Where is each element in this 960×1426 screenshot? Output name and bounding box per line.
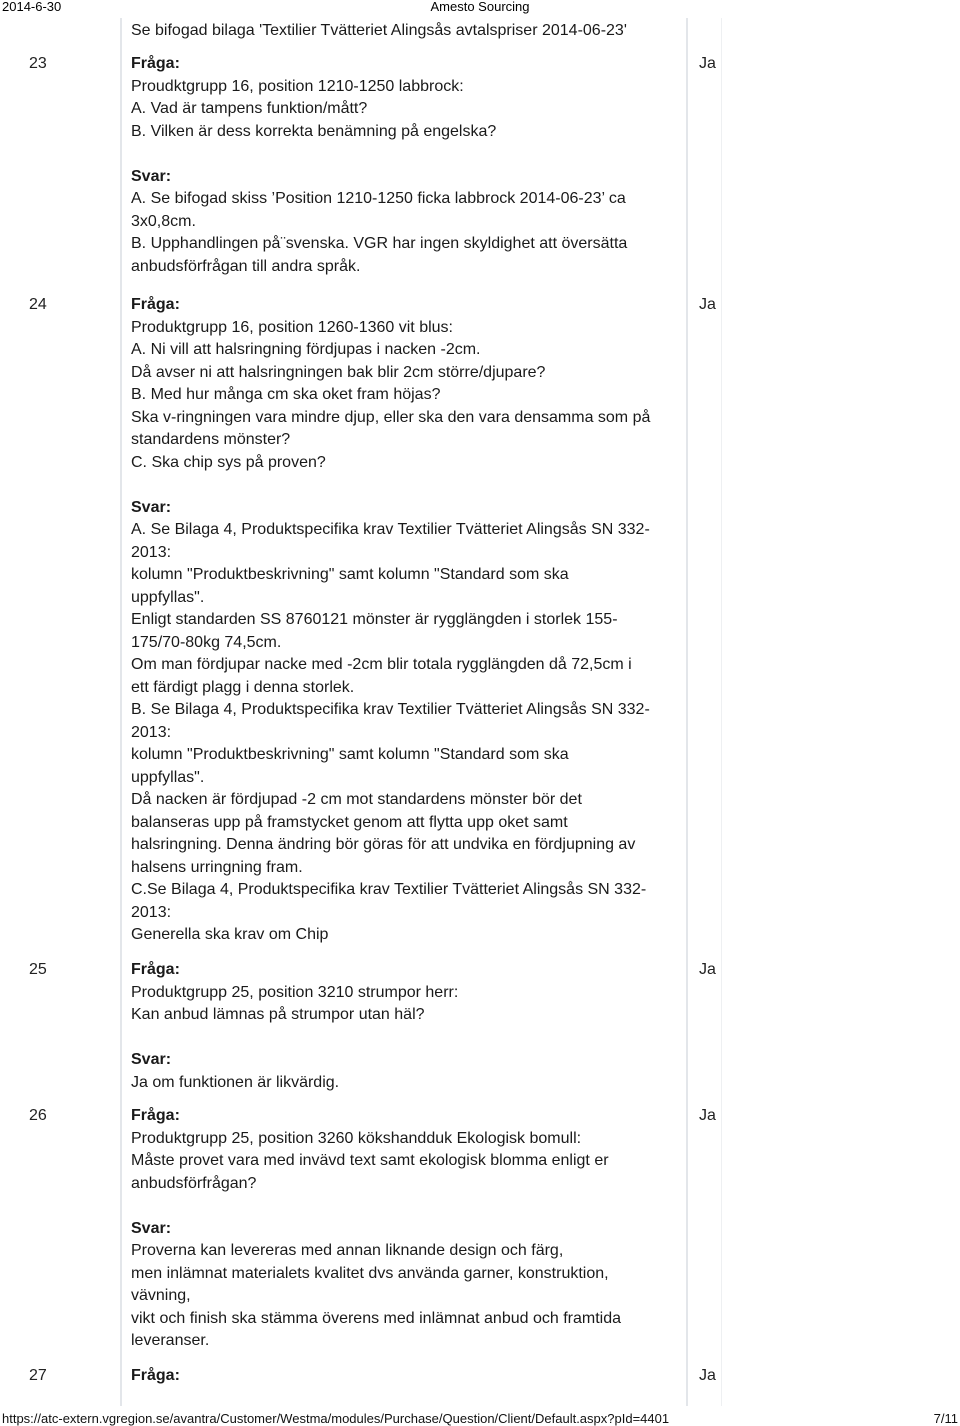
question-label: Fråga: — [131, 1107, 180, 1124]
answer-text: A. Se Bilaga 4, Produktspecifika krav Textilier Tvätteriet Alingsås SN 332- 2013: kolumn "Produktbeskrivning" samt kolumn "Standard som ska uppfyllas". Enligt standarden SS 8760121 mönster är rygglängden i storlek 155- 175/70-80kg 74,5cm. Om man fördjupar nacke med -2cm blir totala rygglängden då 72,5cm i ett färdigt plagg i denna storlek. B. Se Bilaga 4, Produktspecifika krav Textilier Tvätteriet Alingsås SN 332- 2013: kolumn "Produktbeskrivning" samt kolumn "Standard som ska uppfyllas". Då nacken är fördjupad -2 cm mot standardens mönster bör det balanseras upp på framstycket genom att flytta upp oket samt halsringning. Denna ändring bör göras för att undvika en fördjupning av halsens urringning fram. C.Se Bilaga 4, Produktspecifika krav Textilier Tvätteriet Alingsås SN 332- 2013: Generella ska krav om Chip — [131, 521, 650, 943]
question-text: Produktgrupp 16, position 1260-1360 vit blus: A. Ni vill att halsringning fördjupas i nacken -2cm. Då avser ni att halsringningen bak blir 2cm större/djupare? B. Med hur många cm ska oket fram höjas? Ska v-ringningen vara mindre djup, eller ska den vara densamma som på standardens mönster? C. Ska chip sys på proven? — [131, 318, 651, 471]
continued-answer-line — [131, 20, 683, 43]
continued-answer-text: Se bifogad bilaga 'Textilier Tvätteriet Alingsås avtalspriser 2014-06-23' — [131, 22, 627, 39]
question-text: Produktgrupp 25, position 3210 strumpor herr: Kan anbud lämnas på strumpor utan häl? — [131, 983, 459, 1023]
row-content — [131, 294, 683, 947]
status-value: Ja — [699, 55, 716, 72]
column-divider — [686, 18, 688, 1406]
print-title: Amesto Sourcing — [430, 0, 530, 14]
status-value: Ja — [699, 296, 716, 313]
row-number: 23 — [29, 55, 47, 72]
print-footer — [0, 1411, 960, 1426]
question-label: Fråga: — [131, 296, 180, 313]
column-divider — [120, 18, 122, 1406]
status-value: Ja — [699, 1367, 716, 1384]
question-text: Produktgrupp 25, position 3260 kökshandduk Ekologisk bomull: Måste provet vara med invävd text samt ekologisk blomma enligt er anbudsförfrågan? — [131, 1129, 609, 1192]
question-label: Fråga: — [131, 55, 180, 72]
row-number: 24 — [29, 296, 47, 313]
status-value: Ja — [699, 1107, 716, 1124]
print-header — [0, 0, 960, 14]
question-text: Proudktgrupp 16, position 1210-1250 labbrock: A. Vad är tampens funktion/mått? B. Vilken är dess korrekta benämning på engelska? — [131, 77, 497, 140]
answer-label: Svar: — [131, 1051, 172, 1068]
page-url: https://atc-extern.vgregion.se/avantra/Customer/Westma/modules/Purchase/Question/Client/Default.aspx?pId=4401 — [2, 1411, 670, 1426]
print-date: 2014-6-30 — [2, 0, 62, 14]
page-number: 7/11 — [933, 1411, 958, 1426]
question-label: Fråga: — [131, 1367, 180, 1384]
answer-text: A. Se bifogad skiss ’Position 1210-1250 ficka labbrock 2014-06-23’ ca 3x0,8cm. B. Upphandlingen på¨svenska. VGR har ingen skyldighet att översätta anbudsförfrågan till andra språk. — [131, 190, 628, 275]
answer-text: Proverna kan levereras med annan liknande design och färg, men inlämnat materialets kvalitet dvs använda garner, konstruktion, vävning, vikt och finish ska stämma överens med inlämnat anbud och framtida leveranser. — [131, 1242, 622, 1349]
column-divider — [721, 18, 722, 1406]
row-number: 26 — [29, 1107, 47, 1124]
status-value: Ja — [699, 961, 716, 978]
row-content — [131, 1105, 683, 1353]
row-content — [131, 1365, 683, 1388]
row-content — [131, 53, 683, 278]
row-content — [131, 959, 683, 1094]
answer-label: Svar: — [131, 167, 172, 185]
answer-label: Svar: — [131, 1219, 172, 1237]
answer-label: Svar: — [131, 498, 172, 516]
row-number: 25 — [29, 961, 47, 978]
row-number: 27 — [29, 1367, 47, 1384]
answer-text: Ja om funktionen är likvärdig. — [131, 1073, 340, 1091]
question-label: Fråga: — [131, 961, 180, 978]
